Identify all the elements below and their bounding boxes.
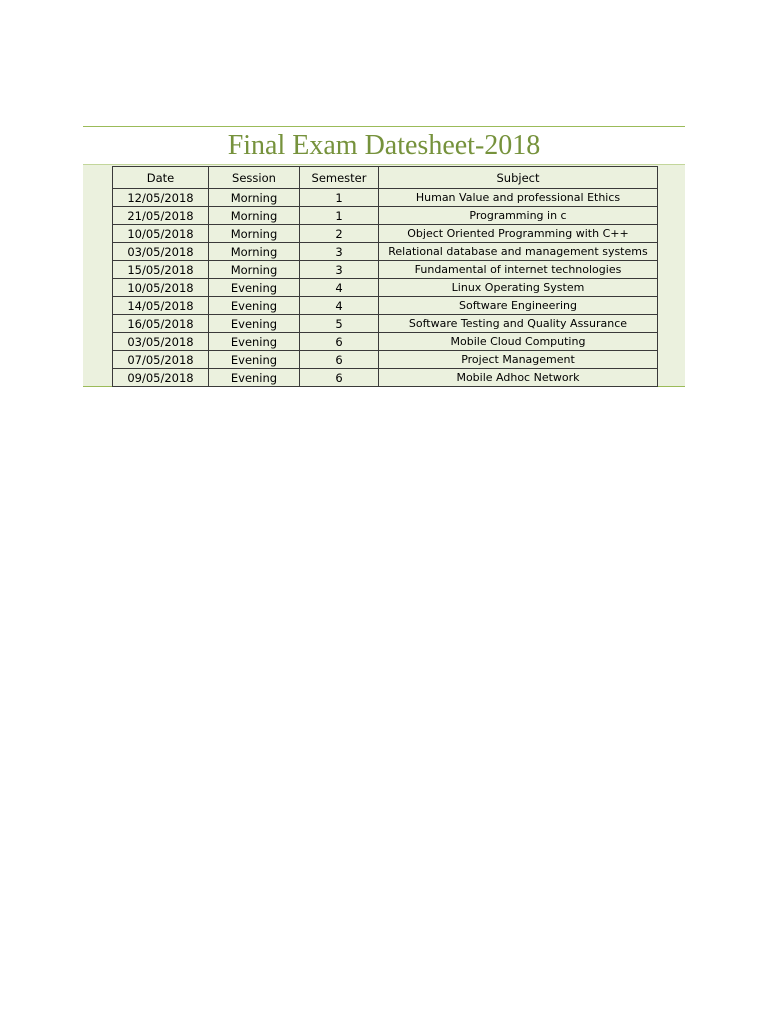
- table-row: [113, 333, 658, 351]
- cell-semester: 4: [300, 297, 379, 315]
- table-row: [113, 297, 658, 315]
- cell-session: Morning: [209, 225, 300, 243]
- header-session: Session: [209, 167, 300, 189]
- table-row: [113, 315, 658, 333]
- table-row: [113, 243, 658, 261]
- header-semester: Semester: [300, 167, 379, 189]
- cell-session: Evening: [209, 333, 300, 351]
- table-row: [113, 369, 658, 387]
- cell-semester: 5: [300, 315, 379, 333]
- header-subject: Subject: [379, 167, 658, 189]
- table-row: [113, 351, 658, 369]
- exam-table: [112, 166, 658, 387]
- table-row: [113, 261, 658, 279]
- cell-subject: Fundamental of internet technologies: [379, 261, 658, 279]
- cell-subject: Software Engineering: [379, 297, 658, 315]
- cell-date: 07/05/2018: [113, 351, 209, 369]
- cell-semester: 1: [300, 189, 379, 207]
- cell-semester: 3: [300, 243, 379, 261]
- table-row: [113, 189, 658, 207]
- cell-session: Evening: [209, 351, 300, 369]
- header-date: Date: [113, 167, 209, 189]
- cell-session: Evening: [209, 369, 300, 387]
- cell-semester: 3: [300, 261, 379, 279]
- datesheet: [83, 126, 685, 387]
- cell-subject: Relational database and management systems: [379, 243, 658, 261]
- table-row: [113, 207, 658, 225]
- cell-session: Evening: [209, 279, 300, 297]
- cell-session: Morning: [209, 207, 300, 225]
- cell-subject: Object Oriented Programming with C++: [379, 225, 658, 243]
- cell-semester: 1: [300, 207, 379, 225]
- cell-subject: Programming in c: [379, 207, 658, 225]
- cell-semester: 4: [300, 279, 379, 297]
- cell-session: Evening: [209, 315, 300, 333]
- cell-subject: Human Value and professional Ethics: [379, 189, 658, 207]
- cell-subject: Linux Operating System: [379, 279, 658, 297]
- cell-subject: Project Management: [379, 351, 658, 369]
- header-row: [113, 167, 658, 189]
- cell-semester: 6: [300, 369, 379, 387]
- cell-date: 03/05/2018: [113, 333, 209, 351]
- cell-date: 10/05/2018: [113, 225, 209, 243]
- cell-semester: 2: [300, 225, 379, 243]
- table-row: [113, 225, 658, 243]
- table-row: [113, 279, 658, 297]
- cell-subject: Mobile Cloud Computing: [379, 333, 658, 351]
- cell-semester: 6: [300, 333, 379, 351]
- cell-subject: Software Testing and Quality Assurance: [379, 315, 658, 333]
- cell-date: 10/05/2018: [113, 279, 209, 297]
- cell-date: 16/05/2018: [113, 315, 209, 333]
- cell-semester: 6: [300, 351, 379, 369]
- cell-subject: Mobile Adhoc Network: [379, 369, 658, 387]
- cell-session: Morning: [209, 261, 300, 279]
- cell-date: 15/05/2018: [113, 261, 209, 279]
- cell-date: 21/05/2018: [113, 207, 209, 225]
- page-title: Final Exam Datesheet-2018: [83, 127, 685, 165]
- cell-date: 14/05/2018: [113, 297, 209, 315]
- cell-session: Morning: [209, 243, 300, 261]
- cell-date: 09/05/2018: [113, 369, 209, 387]
- cell-session: Evening: [209, 297, 300, 315]
- cell-session: Morning: [209, 189, 300, 207]
- cell-date: 03/05/2018: [113, 243, 209, 261]
- table-band: [83, 165, 685, 387]
- cell-date: 12/05/2018: [113, 189, 209, 207]
